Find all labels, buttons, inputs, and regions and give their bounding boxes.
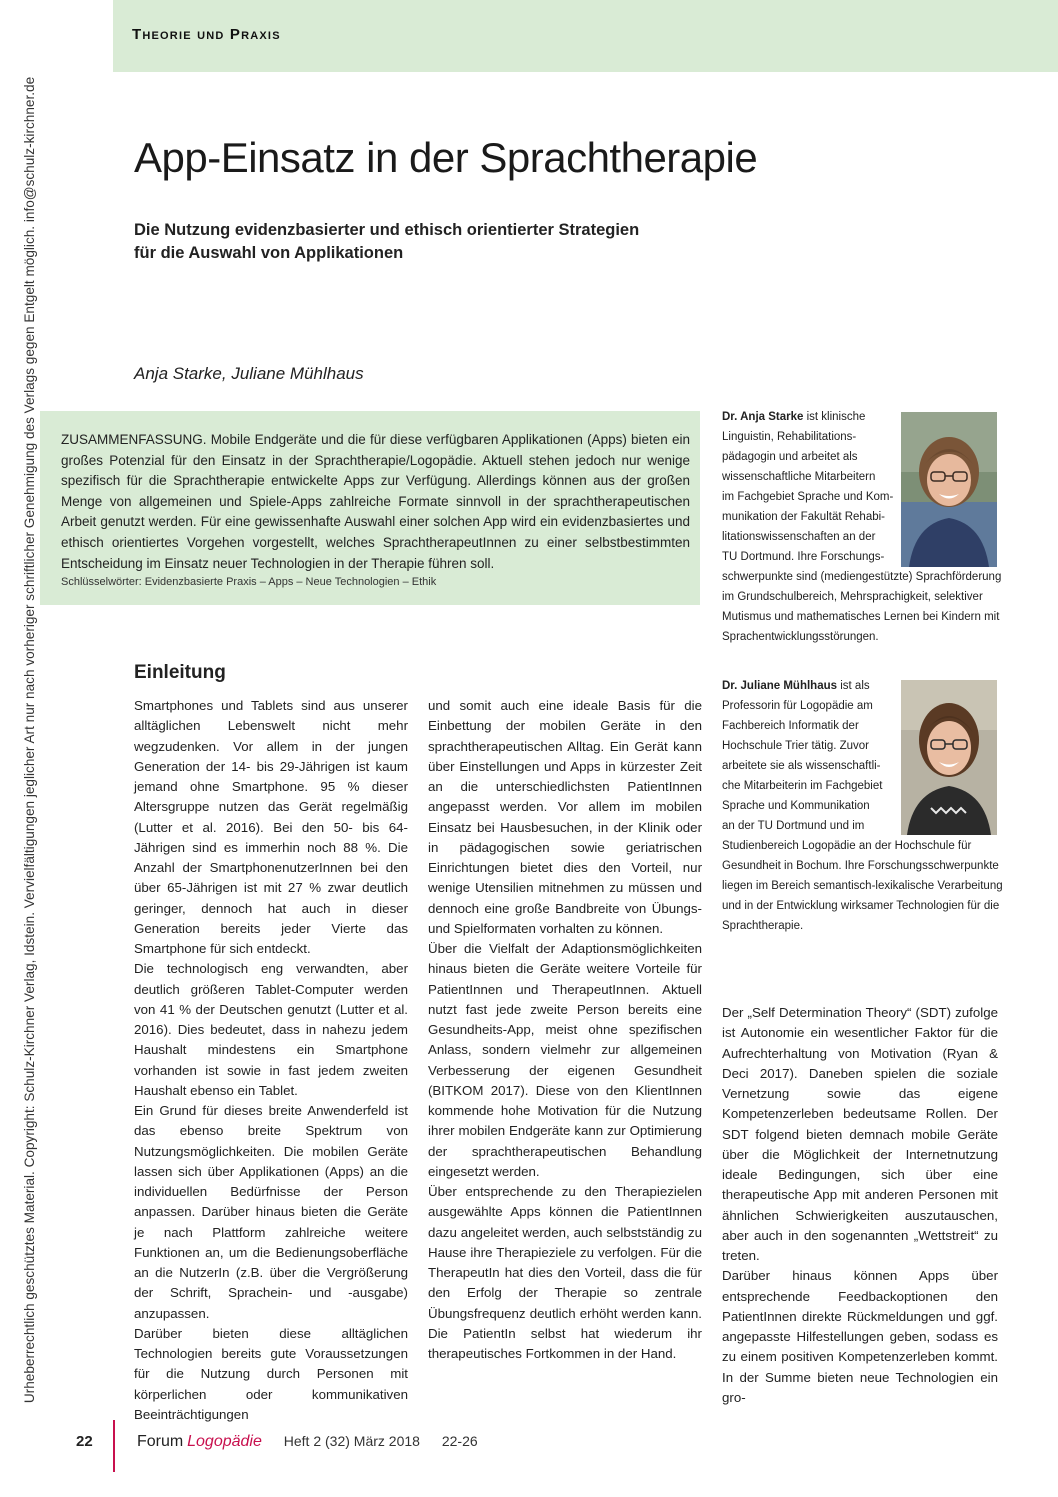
paragraph: Die technologisch eng verwandten, aber deutlich größeren Tablet-Computer werden von 41 % der Deutschen genutzt (Lutter et al. 2016). Dies bedeutet, dass in nahezu jedem Haushalt mindestens ein Smartphone vorhanden ist sowie in fast jedem zweiten Haushalt ebenso ein Tablet. [134,961,408,1098]
bio-line: Sprachtherapie. [722,920,804,932]
paragraph: Der „Self Determination Theory“ (SDT) zufolge ist Autonomie ein wesentlicher Faktor für die Aufrechterhaltung von Motivation (Ryan & Deci 2017). Daneben spielen die soziale Vernetzung sowie das eigene Kompetenzerleben bedeutsame Rollen. Der SDT folgend bieten demnach mobile Geräte über die Möglichkeit der Internetnutzung ideale Bedingungen, sich über eine therapeutische App mit anderen Personen mit ähnlichen Schwierigkeiten auszutauschen, aber auch in den sogenannten „Wettstreit“ zu treten. [722,1005,998,1263]
bio-line: Linguistin, Rehabilitations- [722,431,857,443]
body-column-3 [722,1003,998,1408]
paragraph: Über entsprechende zu den Therapiezielen ausgewählte Apps können die PatientInnen dazu angeleitet werden, auch selbstständig zu Hause ihre Therapieziele zu verfolgen. Für die TherapeutIn hat dies den Vorteil, dass die für den Erfolg der Therapie so zentrale Übungsfrequenz deutlich erhöht werden kann. Die PatientIn selbst hat wiederum ihr therapeutisches Fortkommen in der Hand. [428,1184,702,1361]
journal-name: Forum [137,1433,184,1450]
bio-line: Hochschule Trier tätig. Zuvor [722,740,870,752]
footer [137,1433,478,1451]
paragraph: Ein Grund für dieses breite Anwenderfeld ist das ebenso breite Spektrum von Nutzungsmöglichkeiten. Die mobilen Geräte lassen sich über Applikationen (Apps) an die individuellen Bedürfnisse der Person anpassen. Darüber hinaus bieten die Geräte je nach Plattform zahlreiche weitere Funktionen an, um die Bedienungsoberfläche an die NutzerIn (z.B. über die Vergrößerung der Schrift, Sprachein- und -ausgabe) anzupassen. [134,1103,408,1321]
footer-divider [113,1420,115,1472]
body-column-1 [134,696,408,1425]
bio-line: pädagogin und arbeitet als [722,451,858,463]
section-label: Theorie und Praxis [132,26,281,43]
bio-line: ist klinische [803,411,866,423]
bio-line: munikation der Fakultät Rehabi- [722,511,885,523]
bio-line: Sprache und Kommunikation [722,800,870,812]
bio-line: an der TU Dortmund und im [722,820,865,832]
bio-name: Dr. Anja Starke [722,411,804,423]
authors: Anja Starke, Juliane Mühlhaus [134,364,364,383]
subtitle-line: Die Nutzung evidenzbasierter und ethisch orientierter Strategien [134,221,640,239]
section-heading: Einleitung [134,662,226,683]
bio-line: che Mitarbeiterin im Fachgebiet [722,780,883,792]
bio-line: Mutismus und mathematisches Lernen bei Kindern mit [722,611,1000,623]
issue-info: Heft 2 (32) März 2018 [283,1433,420,1449]
copyright-notice: Urheberrechtlich geschütztes Material. Copyright: Schulz-Kirchner Verlag, Idstein. Vervielfältigungen jeglicher Art nur nach vorheriger schriftlicher Genehmigung des Verlags gegen Entgelt möglich. info@schulz-kirchner.de [22,76,37,1404]
abstract-box [40,411,700,605]
bio-line: litationswissenschaften an der [722,531,876,543]
body-column-2 [428,696,702,1364]
bio-line: im Fachgebiet Sprache und Kom- [722,491,894,503]
bio-line: arbeitete sie als wissenschaftli- [722,760,881,772]
bio-line: Studienbereich Logopädie an der Hochschule für [722,840,972,852]
bio-line: und in der Entwicklung wirksamer Technologien für die [722,900,1000,912]
bio-line: schwerpunkte sind (mediengestützte) Sprachförderung [722,571,1002,583]
paragraph: und somit auch eine ideale Basis für die Einbettung der mobilen Geräte in den sprachtherapeutischen Alltag. Ein Gerät kann über Einstellungen und Apps in kürzester Zeit an die unterschiedlichsten PatientInnen angepasst werden. Vor allem im mobilen Einsatz bei Hausbesuchen, in der Klinik oder in pädagogischen sowie geriatrischen Einrichtungen bietet dies den Vorteil, nur wenige Utensilien mitnehmen zu müssen und dennoch eine große Bandbreite von Übungs- und Spielformaten vorhalten zu können. [428,698,702,936]
paragraph: Über die Vielfalt der Adaptionsmöglichkeiten hinaus bieten die Geräte weitere Vorteile für PatientInnen und TherapeutInnen. Aktuell nutzt fast jede zweite Person bereits eine Gesundheits-App, meist ohne spezifischen Anlass, sondern vielmehr zur allgemeinen Verbesserung der eigenen Gesundheit (BITKOM 2017). Diese von den KlientInnen kommende hohe Motivation für die Nutzung ihrer mobilen Endgeräte kann zur Optimierung der sprachtherapeutischen Behandlung eingesetzt werden. [428,941,702,1179]
keywords: Schlüsselwörter: Evidenzbasierte Praxis – Apps – Neue Technologien – Ethik [61,576,437,589]
abstract-text: ZUSAMMENFASSUNG. Mobile Endgeräte und die für diese verfügbaren Applikationen (Apps) bieten ein großes Potenzial für den Einsatz in der Sprachtherapie/Logopädie. Aktuell stehen jedoch nur wenige spezifisch für die Sprachtherapie entwickelte Apps zur Verfügung. Allerdings können aus der großen Menge von allgemeinen und Spiele-Apps zahlreiche Formate sinnvoll in der sprachtherapeutischen Arbeit genutzt werden. Für eine gewissenhafte Auswahl einer solchen App wird ein evidenzbasiertes und ethisch orientiertes Vorgehen vorgestellt, welches SprachtherapeutInnen zu einer selbstbestimmten Entscheidung im Einsatz neuer Technologien in der Therapie führen soll. [61,432,690,571]
paragraph: Smartphones und Tablets sind aus unserer alltäglichen Lebenswelt nicht mehr wegzudenken. Vor allem in der jungen Generation der 14- bis 29-Jährigen ist kaum jemand ohne Smartphone. 95 % dieser Altersgruppe nutzen das Gerät regelmäßig (Lutter et al. 2016). Bei den 50- bis 64-Jährigen sind es immerhin noch 88 %. Die Anzahl der SmartphonenutzerInnen bei den über 65-Jährigen ist mit 27 % zwar deutlich geringer, dennoch hat auch in dieser Generation bereits jeder Vierte das Smartphone für sich entdeckt. [134,698,408,956]
paragraph: Darüber hinaus können Apps über entsprechende Feedbackoptionen den PatientInnen direkte Rückmeldungen und ggf. angepasste Hilfestellungen geben, sodass es zu einem positiven Kompetenzerleben kommt. In der Summe bieten neue Technologien ein gro- [722,1268,998,1405]
bio-line: liegen im Bereich semantisch-lexikalische Verarbeitung [722,880,1003,892]
bio-line: wissenschaftliche Mitarbeitern [722,471,876,483]
author-bio-starke [722,407,1001,647]
journal-name-accent: Logopädie [187,1433,262,1450]
bio-line: Fachbereich Informatik der [722,720,859,732]
subtitle-line: für die Auswahl von Applikationen [134,244,404,262]
bio-name: Dr. Juliane Mühlhaus [722,680,838,692]
author-bio-muehlhaus [722,676,1003,936]
paragraph: Darüber bieten diese alltäglichen Technologien bereits gute Voraussetzungen für die Nutzung durch Personen mit körperlichen oder kommunikativen Beeinträchtigungen [134,1325,408,1422]
article-title: App-Einsatz in der Sprachtherapie [134,134,758,181]
page-range: 22-26 [441,1433,478,1449]
bio-line: im Grundschulbereich, Mehrsprachigkeit, selektiver [722,591,983,603]
bio-line: Gesundheit in Bochum. Ihre Forschungsschwerpunkte [722,860,999,872]
article-subtitle [134,219,734,265]
page-number: 22 [76,1433,93,1450]
bio-line: Professorin für Logopädie am [722,700,873,712]
bio-line: Sprachentwicklungsstörungen. [722,631,879,643]
bio-line: ist als [837,680,870,692]
bio-line: TU Dortmund. Ihre Forschungs- [722,551,885,563]
